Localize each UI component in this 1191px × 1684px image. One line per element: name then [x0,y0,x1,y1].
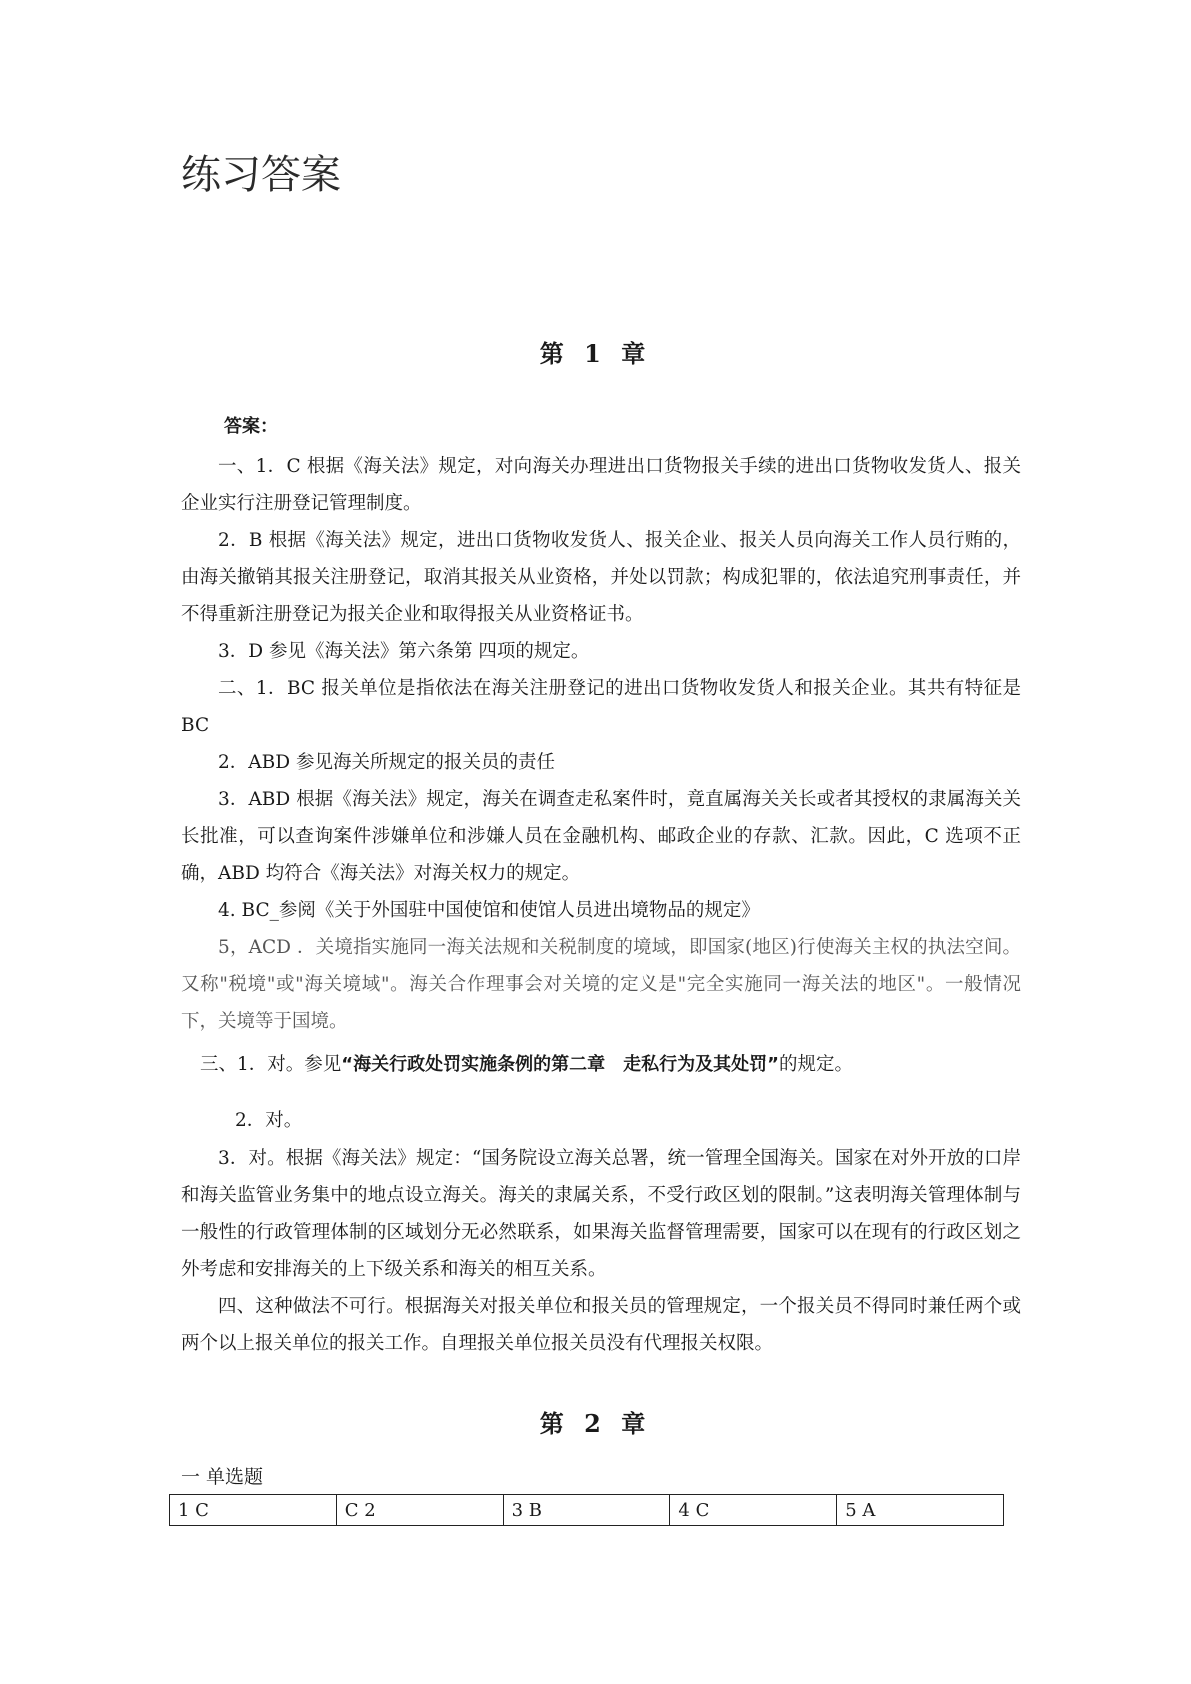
answer-paragraph: 5，ACD ．关境指实施同一海关法规和关税制度的境域，即国家(地区)行使海关主权的执法空间。又称"税境"或"海关境域"。海关合作理事会对关境的定义是"完全实施同一海关法的地区"。一般情况下，关境等于国境。 [181,937,1021,1032]
answer-paragraph: 3．D 参见《海关法》第六条第 四项的规定。 [218,641,590,662]
answer-label: 答案： [224,416,278,437]
answer-paragraph: 一、1．C 根据《海关法》规定，对向海关办理进出口货物报关手续的进出口货物收发货人、报关企业实行注册登记管理制度。 [181,456,1021,514]
table-cell: C 2 [336,1495,503,1526]
answer-paragraph: 2．B 根据《海关法》规定，进出口货物收发货人、报关企业、报关人员向海关工作人员行贿的，由海关撤销其报关注册登记，取消其报关从业资格，并处以罚款；构成犯罪的，依法追究刑事责任，并不得重新注册登记为报关企业和取得报关从业资格证书。 [181,530,1021,625]
chapter-1-heading: 第 1 章 [539,339,652,368]
section-label-single-choice: 一 单选题 [181,1466,264,1488]
document-title: 练习答案 [181,152,341,198]
table-cell: 5 A [837,1495,1004,1526]
answer-paragraph: 二、1．BC 报关单位是指依法在海关注册登记的进出口货物收发货人和报关企业。其共有特征是 BC [181,678,1021,736]
chapter-2-heading: 第 2 章 [539,1409,652,1438]
answer-paragraph: 3．对。根据《海关法》规定：“国务院设立海关总署，统一管理全国海关。国家在对外开放的口岸和海关监管业务集中的地点设立海关。海关的隶属关系，不受行政区划的限制。”这表明海关管理体制与一般性的行政管理体制的区域划分无必然联系，如果海关监督管理需要，国家可以在现有的行政区划之外考虑和安排海关的上下级关系和海关的相互关系。 [181,1148,1021,1280]
part3-prefix: 三、1．对。参见 [200,1054,342,1075]
answer-table [169,1494,1004,1526]
answer-paragraph: 3．ABD 根据《海关法》规定，海关在调查走私案件时，竟直属海关关长或者其授权的隶属海关关长批准，可以查询案件涉嫌单位和涉嫌人员在金融机构、邮政企业的存款、汇款。因此，C 选项不正确，ABD 均符合《海关法》对海关权力的规定。 [181,789,1021,884]
answer-paragraph: 4. BC_参阅《关于外国驻中国使馆和使馆人员进出境物品的规定》 [218,900,760,921]
answer-paragraph: 2．对。 [235,1110,303,1131]
table-cell: 3 B [503,1495,670,1526]
part3-suffix: 的规定。 [778,1054,853,1075]
part3-quote: “海关行政处罚实施条例的第二章 走私行为及其处罚” [341,1054,779,1075]
table-cell: 4 C [670,1495,837,1526]
table-cell: 1 C [170,1495,337,1526]
answer-paragraph-part3 [181,1046,1021,1083]
answer-paragraph: 2．ABD 参见海关所规定的报关员的责任 [218,752,555,773]
table-row [170,1495,1004,1526]
answer-paragraph: 四、这种做法不可行。根据海关对报关单位和报关员的管理规定，一个报关员不得同时兼任两个或两个以上报关单位的报关工作。自理报关单位报关员没有代理报关权限。 [181,1296,1021,1354]
